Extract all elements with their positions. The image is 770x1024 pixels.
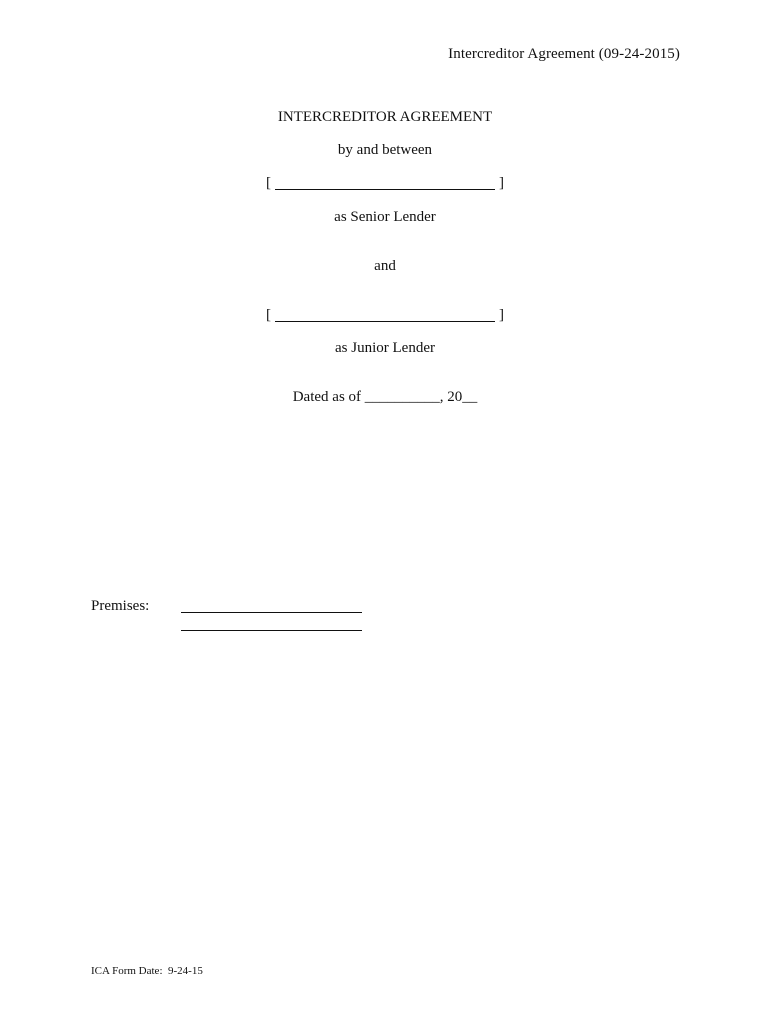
junior-lender-name-blank — [275, 307, 495, 322]
document-title: INTERCREDITOR AGREEMENT — [277, 109, 493, 125]
open-bracket: [ — [266, 307, 271, 323]
senior-lender-name-blank — [275, 175, 495, 190]
junior-lender-name-field — [0, 306, 770, 324]
close-bracket: ] — [499, 307, 504, 323]
dated-as-of-line: Dated as of __________, 20__ — [292, 389, 478, 405]
premises-label: Premises: — [91, 598, 150, 614]
open-bracket: [ — [266, 175, 271, 191]
senior-lender-name-field — [0, 174, 770, 192]
premises-blank-line — [181, 630, 362, 631]
running-header: Intercreditor Agreement (09-24-2015) — [448, 46, 680, 62]
form-date-footer: ICA Form Date: 9-24-15 — [91, 965, 203, 977]
by-and-between-text: by and between — [337, 142, 433, 158]
and-text: and — [374, 258, 396, 274]
close-bracket: ] — [499, 175, 504, 191]
junior-lender-role: as Junior Lender — [335, 340, 435, 356]
premises-blank-line — [181, 612, 362, 613]
senior-lender-role: as Senior Lender — [334, 209, 436, 225]
